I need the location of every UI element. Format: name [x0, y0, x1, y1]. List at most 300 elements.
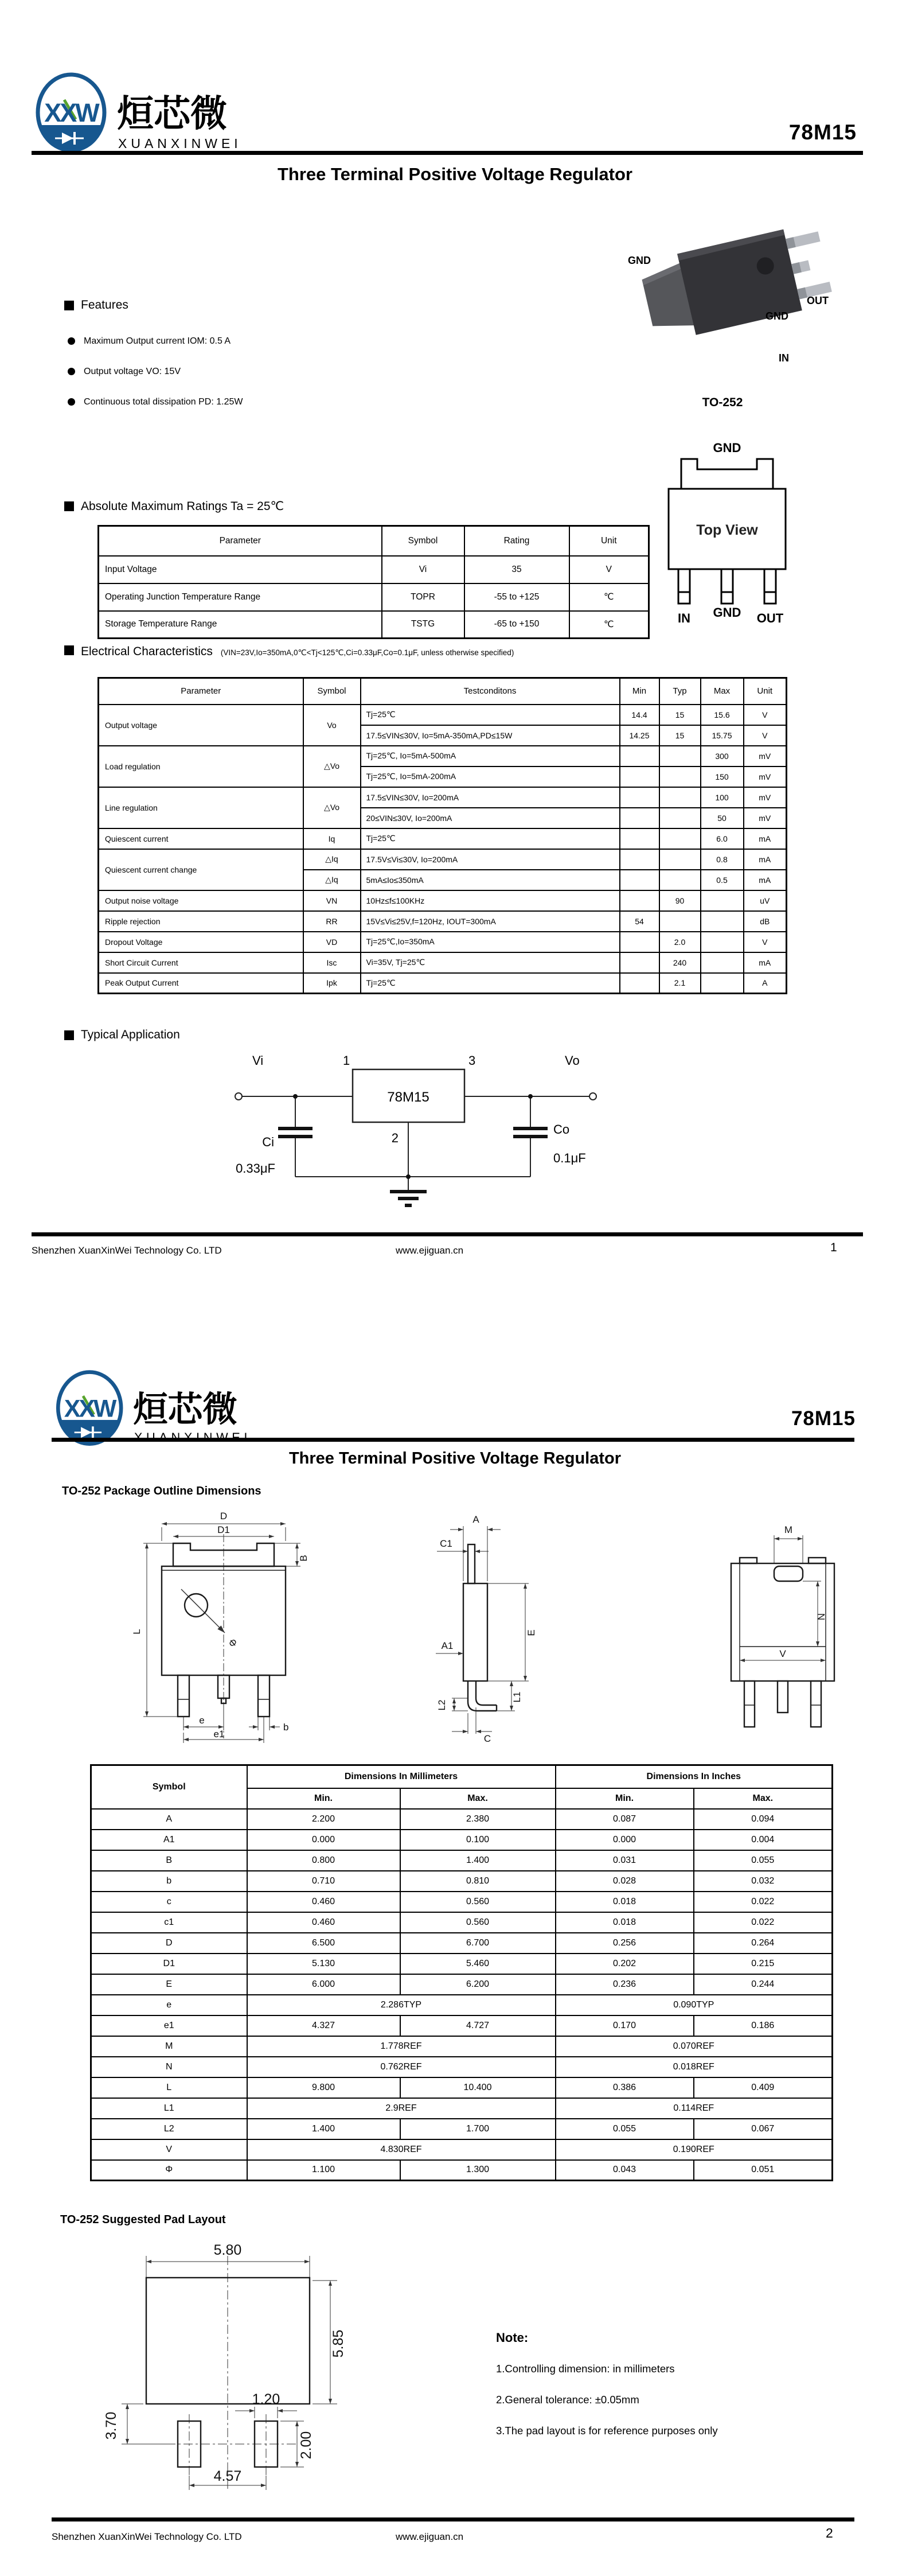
chip-label: 78M15: [387, 1089, 429, 1105]
cell: 0.043: [556, 2160, 694, 2181]
bullet-icon: [68, 337, 75, 345]
dim-label: D1: [217, 1524, 230, 1535]
col-header: Testconditons: [361, 678, 620, 705]
note-item: 3.The pad layout is for reference purposes only: [496, 2425, 718, 2437]
abs-max-heading-label: Absolute Maximum Ratings Ta = 25℃: [81, 500, 284, 513]
cell: Φ: [91, 2160, 247, 2181]
section-marker-icon: [64, 1030, 74, 1040]
elec-char-table: [97, 677, 787, 994]
cell: △Vo: [303, 746, 361, 787]
dim-label: L: [132, 1629, 142, 1635]
cell: mA: [744, 952, 787, 973]
cell: 2.1: [659, 973, 701, 994]
cell: [701, 932, 744, 952]
table-row: [91, 2139, 833, 2160]
cell: e: [91, 1995, 247, 2015]
table-row: [91, 2036, 833, 2057]
company-logo: [50, 1365, 257, 1456]
cell: Short Circuit Current: [99, 952, 303, 973]
cell: 0.018: [556, 1912, 694, 1933]
elec-char-conditions: (VIN=23V,Io=350mA,0℃<Tj<125℃,Ci=0.33μF,Co=0.1μF, unless otherwise specified): [220, 648, 514, 657]
topview-gnd-label: GND: [713, 441, 741, 455]
cell: 0.018: [556, 1892, 694, 1912]
cell: [659, 766, 701, 787]
cell: 0.087: [556, 1809, 694, 1830]
cell: 0.070REF: [556, 2036, 833, 2057]
cell: c1: [91, 1912, 247, 1933]
cell: L2: [91, 2119, 247, 2139]
page-2: [0, 1314, 910, 2576]
table-row: [91, 1809, 833, 1830]
cell: 0.8: [701, 849, 744, 870]
cell: D: [91, 1933, 247, 1954]
cell: Output noise voltage: [99, 890, 303, 911]
col-header: Unit: [744, 678, 787, 705]
ci-label: Ci: [262, 1135, 274, 1149]
cell: 0.409: [694, 2077, 833, 2098]
table-header-row: [99, 526, 649, 556]
cell: Quiescent current: [99, 828, 303, 849]
cell: [659, 828, 701, 849]
cell: Output voltage: [99, 705, 303, 746]
cell: 6.0: [701, 828, 744, 849]
table-row: [91, 2098, 833, 2119]
cell: 20≤VIN≤30V, Io=200mA: [361, 808, 620, 828]
pin-label-gnd-tab: GND: [628, 255, 651, 266]
logo-english-name: XUANXINWEI: [118, 136, 242, 151]
table-row: [99, 849, 787, 870]
cell: E: [91, 1974, 247, 1995]
cell: A1: [91, 1830, 247, 1850]
table-row: [99, 556, 649, 583]
cell: 0.100: [400, 1830, 556, 1850]
bullet-icon: [68, 398, 75, 406]
dim-label: M: [784, 1524, 793, 1535]
cell: [620, 746, 659, 766]
table-row: [91, 1954, 833, 1974]
cell: 4.327: [247, 2015, 400, 2036]
dimension-lines-icon: [740, 1535, 826, 1664]
cell: Tj=25℃: [361, 973, 620, 994]
note-heading: Note:: [496, 2330, 529, 2345]
cell: 6.700: [400, 1933, 556, 1954]
co-value: 0.1μF: [553, 1151, 586, 1165]
cell: 0.5: [701, 870, 744, 890]
dim-label: A1: [441, 1640, 454, 1651]
cell: [620, 870, 659, 890]
dim-label: b: [283, 1722, 289, 1733]
cell: 5.130: [247, 1954, 400, 1974]
dim-label: e1: [213, 1729, 225, 1740]
table-row: [91, 1933, 833, 1954]
cell: 0.000: [556, 1830, 694, 1850]
cell: N: [91, 2057, 247, 2077]
cell: V: [91, 2139, 247, 2160]
cell: D1: [91, 1954, 247, 1974]
pad-dim-span: 4.57: [213, 2468, 242, 2484]
footer-website: www.ejiguan.cn: [396, 1245, 464, 1256]
cell: V: [569, 556, 649, 583]
table-row: [99, 746, 787, 766]
cell: 10Hz≤f≤100KHz: [361, 890, 620, 911]
cell: 0.031: [556, 1850, 694, 1871]
cell: 4.830REF: [247, 2139, 556, 2160]
cell: Input Voltage: [99, 556, 382, 583]
cell: [620, 932, 659, 952]
cell: [701, 890, 744, 911]
table-row: [91, 1912, 833, 1933]
cell: 17.5≤VIN≤30V, Io=5mA-350mA,PD≤15W: [361, 725, 620, 746]
cell: 0.022: [694, 1892, 833, 1912]
cell: Tj=25℃, Io=5mA-200mA: [361, 766, 620, 787]
footer-company: Shenzhen XuanXinWei Technology Co. LTD: [32, 1245, 222, 1256]
col-header: Min.: [556, 1788, 694, 1809]
application-circuit-diagram: [218, 1048, 619, 1223]
dim-label: Φ: [226, 1636, 240, 1650]
cell: 10.400: [400, 2077, 556, 2098]
cell: 2.286TYP: [247, 1995, 556, 2015]
notes-section: [496, 2330, 718, 2456]
cell: 1.300: [400, 2160, 556, 2181]
cell: [659, 787, 701, 808]
dim-label: V: [779, 1648, 786, 1659]
col-header: Max: [701, 678, 744, 705]
cell: V: [744, 932, 787, 952]
cell: 15.6: [701, 705, 744, 725]
cell: Vo: [303, 705, 361, 746]
features-heading: [64, 298, 431, 312]
vi-label: Vi: [252, 1053, 264, 1068]
table-row: [99, 583, 649, 611]
cell: [620, 766, 659, 787]
pin3-label: 3: [468, 1053, 476, 1068]
note-item: 1.Controlling dimension: in millimeters: [496, 2363, 675, 2375]
logo-chinese-name: 烜芯微: [117, 93, 227, 134]
col-header: Max.: [694, 1788, 833, 1809]
cell: 0.202: [556, 1954, 694, 1974]
section-marker-icon: [64, 301, 74, 310]
cell: 35: [464, 556, 569, 583]
table-row: [91, 2077, 833, 2098]
cell: 150: [701, 766, 744, 787]
cell: 1.400: [247, 2119, 400, 2139]
cell: L: [91, 2077, 247, 2098]
cell: mV: [744, 787, 787, 808]
cell: 0.560: [400, 1892, 556, 1912]
dim-label: B: [298, 1555, 309, 1562]
cell: 50: [701, 808, 744, 828]
table-row: [99, 932, 787, 952]
typical-application-heading-label: Typical Application: [81, 1028, 180, 1041]
cell: RR: [303, 911, 361, 932]
logo-monogram: XXW: [44, 98, 98, 127]
pin-label-out: OUT: [807, 295, 829, 306]
features-list: [68, 326, 431, 417]
outline-heading: TO-252 Package Outline Dimensions: [62, 1485, 261, 1497]
table-row: [91, 2057, 833, 2077]
section-marker-icon: [64, 501, 74, 511]
cell: M: [91, 2036, 247, 2057]
col-header: Unit: [569, 526, 649, 556]
cell: [620, 973, 659, 994]
page-number: 1: [830, 1241, 837, 1254]
cell: 0.236: [556, 1974, 694, 1995]
cell: △Vo: [303, 787, 361, 828]
cell: 5.460: [400, 1954, 556, 1974]
cell: mA: [744, 849, 787, 870]
cell: 1.400: [400, 1850, 556, 1871]
cell: [659, 870, 701, 890]
cell: 0.004: [694, 1830, 833, 1850]
outline-side-view: [401, 1509, 550, 1750]
cell: 0.800: [247, 1850, 400, 1871]
pin-label-in: IN: [779, 352, 789, 364]
cell: [620, 828, 659, 849]
table-row: [91, 2160, 833, 2181]
cell: [620, 787, 659, 808]
pad-dim-offset: 3.70: [103, 2411, 119, 2440]
pad-dim-width: 5.80: [213, 2242, 242, 2258]
cell: ℃: [569, 583, 649, 611]
company-logo: [30, 68, 248, 162]
header-divider: [52, 1438, 854, 1442]
dim-label: D: [220, 1511, 228, 1522]
elec-char-heading: [64, 645, 514, 659]
back-view-drawing-icon: [731, 1558, 834, 1727]
col-header: Rating: [464, 526, 569, 556]
cell: Storage Temperature Range: [99, 611, 382, 639]
page-number: 2: [826, 2526, 833, 2540]
page-title: Three Terminal Positive Voltage Regulator: [288, 1449, 622, 1468]
dim-label: A: [472, 1514, 479, 1525]
col-header: Min.: [247, 1788, 400, 1809]
dim-label: L2: [436, 1699, 447, 1711]
cell: Quiescent current change: [99, 849, 303, 890]
cell: 0.055: [694, 1850, 833, 1871]
cell: Tj=25℃: [361, 705, 620, 725]
col-header: Dimensions In Millimeters: [247, 1765, 556, 1788]
footer-website: www.ejiguan.cn: [396, 2531, 464, 2542]
cell: mV: [744, 746, 787, 766]
table-row: [99, 611, 649, 639]
abs-max-heading: [64, 499, 284, 513]
cell: TSTG: [382, 611, 464, 639]
list-item: [68, 387, 431, 417]
cell: 14.4: [620, 705, 659, 725]
page-title: Three Terminal Positive Voltage Regulator: [277, 164, 632, 184]
cell: A: [91, 1809, 247, 1830]
cell: Iq: [303, 828, 361, 849]
dimension-lines-icon: [143, 1524, 300, 1743]
cell: VD: [303, 932, 361, 952]
footer-company: Shenzhen XuanXinWei Technology Co. LTD: [52, 2531, 242, 2542]
cell: Tj=25℃,Io=350mA: [361, 932, 620, 952]
cell: 0.000: [247, 1830, 400, 1850]
col-header: Min: [620, 678, 659, 705]
topview-out-label: OUT: [756, 611, 784, 625]
co-label: Co: [553, 1122, 570, 1137]
pad-layout-diagram: [80, 2232, 424, 2499]
cell: [620, 808, 659, 828]
table-row: [91, 1871, 833, 1892]
dim-label: E: [526, 1629, 537, 1636]
list-item: [68, 326, 431, 356]
table-row: [91, 1850, 833, 1871]
cell: 240: [659, 952, 701, 973]
features-heading-label: Features: [81, 298, 128, 312]
pad-dim-height: 5.85: [330, 2329, 346, 2358]
cell: 0.170: [556, 2015, 694, 2036]
cell: ℃: [569, 611, 649, 639]
col-header: Symbol: [91, 1765, 247, 1809]
cell: Tj=25℃, Io=5mA-500mA: [361, 746, 620, 766]
outline-front-view: [132, 1509, 315, 1750]
features-section: [64, 298, 431, 417]
package-name: TO-252: [702, 396, 743, 409]
logo-chinese-name: 烜芯微: [133, 1389, 237, 1429]
vo-label: Vo: [565, 1053, 580, 1068]
feature-text: Output voltage VO: 15V: [84, 366, 181, 376]
dim-label: N: [816, 1613, 827, 1621]
cell: Ipk: [303, 973, 361, 994]
cell: 6.000: [247, 1974, 400, 1995]
feature-text: Maximum Output current IOM: 0.5 A: [84, 336, 231, 346]
part-number: 78M15: [788, 120, 857, 144]
cell: 0.460: [247, 1912, 400, 1933]
cell: 0.264: [694, 1933, 833, 1954]
col-header: Symbol: [303, 678, 361, 705]
cell: 6.200: [400, 1974, 556, 1995]
elec-char-heading-label: Electrical Characteristics: [81, 645, 213, 658]
cell: 15: [659, 725, 701, 746]
cell: V: [744, 725, 787, 746]
cell: Vi: [382, 556, 464, 583]
cell: 100: [701, 787, 744, 808]
part-number: 78M15: [791, 1407, 856, 1430]
cell: 9.800: [247, 2077, 400, 2098]
table-row: [91, 1830, 833, 1850]
pad-dim-pad-width: 1.20: [252, 2391, 280, 2407]
col-header: Typ: [659, 678, 701, 705]
col-header: Parameter: [99, 526, 382, 556]
cell: Operating Junction Temperature Range: [99, 583, 382, 611]
header-divider: [32, 151, 863, 155]
cell: -65 to +150: [464, 611, 569, 639]
table-row: [91, 1892, 833, 1912]
cell: 300: [701, 746, 744, 766]
cell: 0.244: [694, 1974, 833, 1995]
cell: 0.114REF: [556, 2098, 833, 2119]
cell: 15V≤Vi≤25V,f=120Hz, IOUT=300mA: [361, 911, 620, 932]
footer-divider: [52, 2517, 854, 2521]
cell: 2.9REF: [247, 2098, 556, 2119]
cell: 0.051: [694, 2160, 833, 2181]
cell: 0.090TYP: [556, 1995, 833, 2015]
cell: 6.500: [247, 1933, 400, 1954]
cell: mA: [744, 828, 787, 849]
table-row: [91, 1974, 833, 1995]
cell: 0.256: [556, 1933, 694, 1954]
col-header: Max.: [400, 1788, 556, 1809]
cell: V: [744, 705, 787, 725]
cell: 0.762REF: [247, 2057, 556, 2077]
cell: Isc: [303, 952, 361, 973]
cell: [659, 808, 701, 828]
cell: mV: [744, 808, 787, 828]
side-view-drawing-icon: [463, 1544, 497, 1711]
cell: -55 to +125: [464, 583, 569, 611]
cell: TOPR: [382, 583, 464, 611]
cell: mA: [744, 870, 787, 890]
cell: 0.460: [247, 1892, 400, 1912]
cell: [620, 952, 659, 973]
table-header-row: [91, 1765, 833, 1788]
cell: A: [744, 973, 787, 994]
cell: 0.186: [694, 2015, 833, 2036]
package-3d-image: [605, 218, 846, 367]
cell: dB: [744, 911, 787, 932]
topview-title: Top View: [696, 522, 758, 538]
table-row: [99, 890, 787, 911]
list-item: [68, 356, 431, 387]
topview-pins-icon: [678, 569, 776, 604]
pin2-label: 2: [391, 1131, 399, 1145]
cell: 2.0: [659, 932, 701, 952]
cell: uV: [744, 890, 787, 911]
cell: Dropout Voltage: [99, 932, 303, 952]
cell: [620, 890, 659, 911]
cell: 1.700: [400, 2119, 556, 2139]
table-row: [91, 2015, 833, 2036]
cell: [659, 911, 701, 932]
col-header: Symbol: [382, 526, 464, 556]
table-row: [99, 787, 787, 808]
logo-monogram: XXW: [64, 1395, 115, 1423]
table-row: [99, 828, 787, 849]
cell: Tj=25℃: [361, 828, 620, 849]
cell: 0.067: [694, 2119, 833, 2139]
topview-gnd-pin-label: GND: [713, 605, 741, 620]
dim-label: L1: [511, 1691, 522, 1703]
pad-layout-heading: TO-252 Suggested Pad Layout: [60, 2213, 226, 2226]
footer-divider: [32, 1232, 863, 1236]
cell: e1: [91, 2015, 247, 2036]
table-row: [99, 911, 787, 932]
cell: △Iq: [303, 849, 361, 870]
ci-value: 0.33μF: [236, 1161, 275, 1176]
table-row: [99, 705, 787, 725]
to252-body-icon: [638, 222, 834, 344]
cell: c: [91, 1892, 247, 1912]
table-row: [91, 2119, 833, 2139]
cell: [659, 849, 701, 870]
cell: 0.028: [556, 1871, 694, 1892]
cell: Load regulation: [99, 746, 303, 787]
table-row: [99, 973, 787, 994]
cell: mV: [744, 766, 787, 787]
cell: 54: [620, 911, 659, 932]
topview-tab-icon: [681, 459, 773, 489]
cell: 0.018REF: [556, 2057, 833, 2077]
cell: 17.5V≤Vi≤30V, Io=200mA: [361, 849, 620, 870]
table-row: [91, 1995, 833, 2015]
cell: 0.810: [400, 1871, 556, 1892]
dimensions-table: [90, 1764, 833, 2181]
cell: 17.5≤VIN≤30V, Io=200mA: [361, 787, 620, 808]
cell: 0.055: [556, 2119, 694, 2139]
cell: 0.032: [694, 1871, 833, 1892]
cell: 1.100: [247, 2160, 400, 2181]
